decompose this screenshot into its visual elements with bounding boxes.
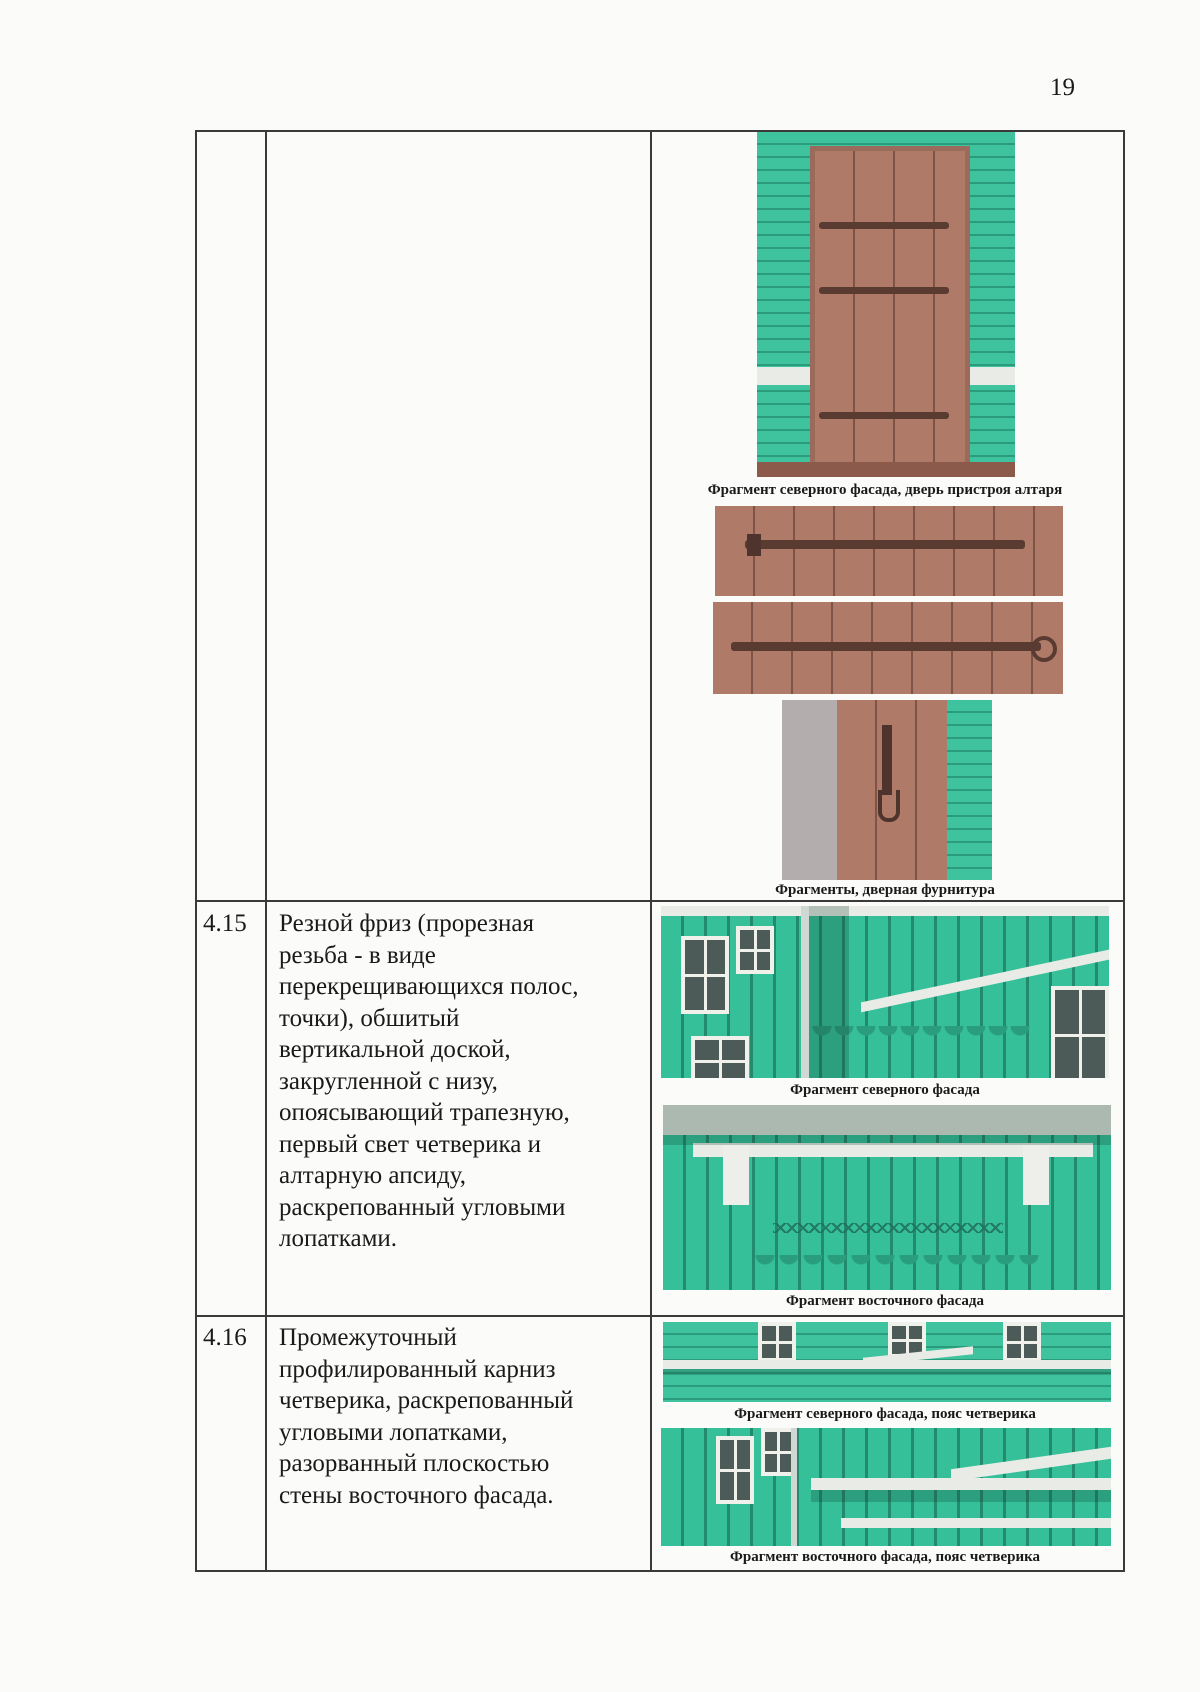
caption-north-door: Фрагмент северного фасада, дверь пристроя алтаря bbox=[707, 482, 1063, 498]
desc-line: перекрещивающихся полос, bbox=[279, 973, 579, 1000]
desc-line: стены восточного фасада. bbox=[279, 1481, 554, 1509]
desc-line: алтарную апсиду, bbox=[279, 1162, 467, 1189]
photo-east-facade-belt bbox=[661, 1428, 1111, 1546]
desc-line: четверика, раскрепованный bbox=[279, 1387, 574, 1414]
desc-line: опоясывающий трапезную, bbox=[279, 1099, 570, 1126]
caption-east-facade-belt: Фрагмент восточного фасада, пояс четверика bbox=[729, 1549, 1041, 1565]
photo-east-facade-frieze bbox=[663, 1105, 1111, 1290]
desc-line: профилированный карниз bbox=[279, 1355, 556, 1383]
item-number-4-16: 4.16 bbox=[203, 1324, 247, 1351]
photo-latch-detail bbox=[782, 700, 992, 880]
table-divider-desc bbox=[650, 130, 652, 1572]
caption-north-facade-belt: Фрагмент северного фасада, пояс четверика bbox=[734, 1406, 1036, 1422]
page-number: 19 bbox=[1050, 74, 1075, 101]
table-divider-num bbox=[265, 130, 267, 1572]
desc-line: резьба - в виде bbox=[279, 941, 436, 969]
item-description-4-16 bbox=[279, 1322, 629, 1511]
photo-north-facade-frieze bbox=[661, 906, 1109, 1078]
desc-line: вертикальной доской, bbox=[279, 1036, 511, 1063]
table-border-right bbox=[1123, 130, 1125, 1572]
desc-line: раскрепованный угловыми bbox=[279, 1193, 566, 1221]
desc-line: лопатками. bbox=[279, 1225, 398, 1252]
desc-line: разорванный плоскостью bbox=[279, 1450, 550, 1477]
desc-line: первый свет четверика и bbox=[279, 1130, 541, 1158]
row-divider-1 bbox=[195, 900, 1125, 902]
table-border-left bbox=[195, 130, 197, 1572]
table-border-bottom bbox=[195, 1570, 1125, 1572]
document-table bbox=[195, 130, 1125, 1572]
item-number-4-15: 4.15 bbox=[203, 910, 247, 937]
photo-north-door bbox=[757, 132, 1015, 477]
desc-line: Промежуточный bbox=[279, 1324, 457, 1351]
caption-north-facade: Фрагмент северного фасада bbox=[790, 1082, 980, 1098]
item-description-4-15 bbox=[279, 908, 629, 1255]
caption-east-facade: Фрагмент восточного фасада bbox=[785, 1293, 984, 1309]
desc-line: угловыми лопатками, bbox=[279, 1418, 508, 1446]
desc-line: точки), обшитый bbox=[279, 1004, 460, 1032]
photo-north-facade-belt bbox=[663, 1322, 1111, 1402]
photo-hinge-detail-2 bbox=[713, 602, 1063, 694]
caption-door-hardware: Фрагменты, дверная фурнитура bbox=[775, 882, 995, 898]
desc-line: закругленной с низу, bbox=[279, 1067, 498, 1095]
row-divider-2 bbox=[195, 1315, 1125, 1317]
photo-hinge-detail-1 bbox=[715, 506, 1063, 596]
desc-line: Резной фриз (прорезная bbox=[279, 910, 535, 937]
